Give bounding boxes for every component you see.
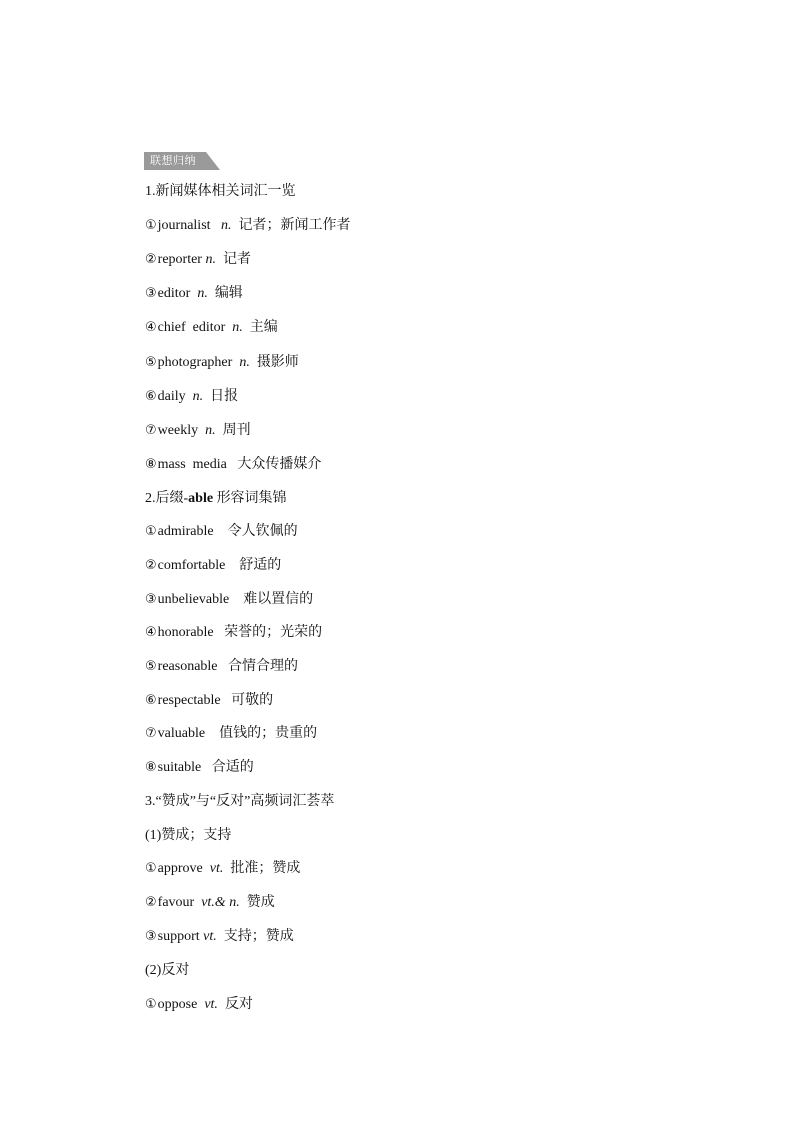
list-item: ⑤reasonable 合情合理的 xyxy=(145,659,299,674)
list-item: ⑦valuable 值钱的；贵重的 xyxy=(145,726,318,741)
list-item: ⑦weekly n. 周刊 xyxy=(145,423,251,438)
list-item: ①journalist n. 记者；新闻工作者 xyxy=(145,218,351,233)
list-item: ②comfortable 舒适的 xyxy=(145,558,282,573)
list-item: ④chief editor n. 主编 xyxy=(145,320,278,335)
list-item: ⑧mass media 大众传播媒介 xyxy=(145,457,322,472)
list-item: ④honorable 荣誉的；光荣的 xyxy=(145,625,323,640)
list-item: ①admirable 令人钦佩的 xyxy=(145,524,298,539)
list-item: ⑥daily n. 日报 xyxy=(145,389,239,404)
list-item: ③editor n. 编辑 xyxy=(145,286,243,301)
list-item: ⑥respectable 可敬的 xyxy=(145,693,274,708)
list-item: ②favour vt.& n. 赞成 xyxy=(145,895,275,910)
section-3-heading: 3.“赞成”与“反对”高频词汇荟萃 xyxy=(145,794,335,809)
list-item: ①approve vt. 批准；赞成 xyxy=(145,861,301,876)
tag-label: 联想归纳 xyxy=(150,154,196,167)
list-item: ⑤photographer n. 摄影师 xyxy=(145,355,299,370)
list-item: ⑧suitable 合适的 xyxy=(145,760,254,775)
section-2-heading: 2.后缀-able 形容词集锦 xyxy=(145,491,287,506)
section-1-heading: 1.新闻媒体相关词汇一览 xyxy=(145,184,296,199)
list-item: ②reporter n. 记者 xyxy=(145,252,251,267)
section-tag xyxy=(144,152,220,170)
subsection-2-heading: (2)反对 xyxy=(145,963,190,978)
subsection-1-heading: (1)赞成；支持 xyxy=(145,828,232,843)
list-item: ③unbelievable 难以置信的 xyxy=(145,592,314,607)
list-item: ③support vt. 支持；赞成 xyxy=(145,929,294,944)
list-item: ①oppose vt. 反对 xyxy=(145,997,253,1012)
